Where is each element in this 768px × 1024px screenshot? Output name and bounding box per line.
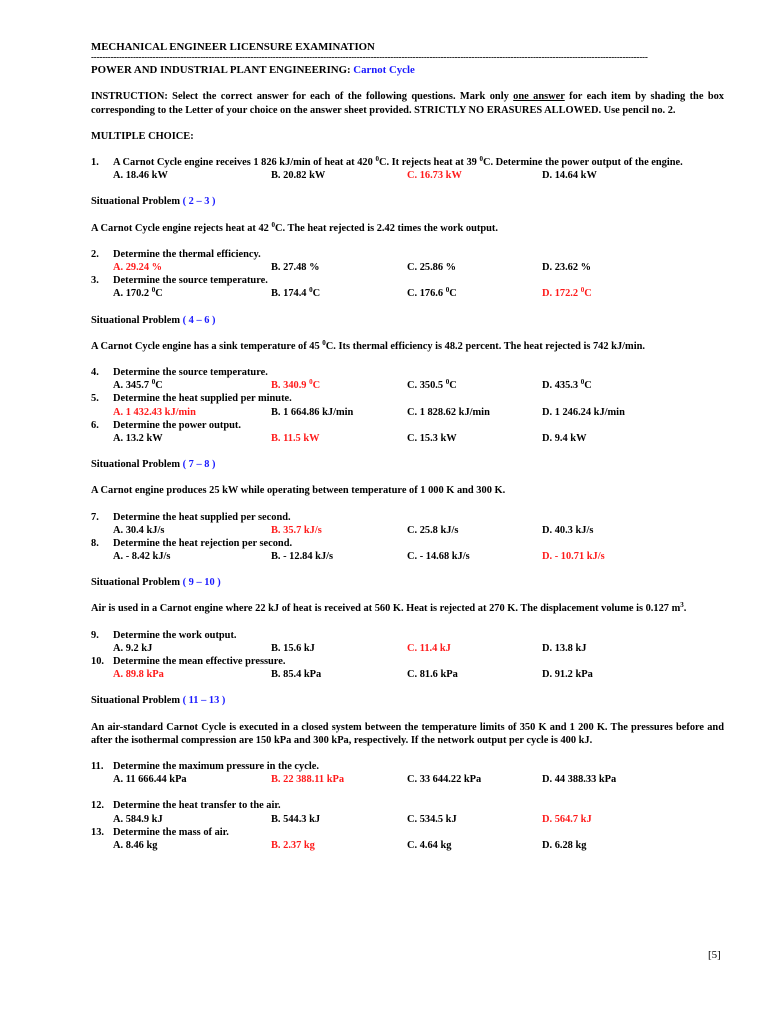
option-b: B. 1 664.86 kJ/min <box>271 406 354 418</box>
situational-problem-heading: Situational Problem ( 2 – 3 ) <box>91 196 216 208</box>
situational-stem: Air is used in a Carnot engine where 22 kJ of heat is received at 560 K. Heat is rejected at 270 K. The displacement volume is 0.127 $m^3$. <box>91 601 687 615</box>
option-b: B. 15.6 kJ <box>271 642 315 654</box>
question-12: 12. Determine the heat transfer to the air. <box>91 800 281 812</box>
option-c: C. 176.6 $^0$C <box>407 286 457 300</box>
situational-stem: A Carnot Cycle engine rejects heat at 42 $^0$C. The heat rejected is 2.42 times the work output. <box>91 220 498 234</box>
options-row-9 <box>91 642 724 655</box>
option-b-answer: B. 22 388.11 kPa <box>271 774 345 786</box>
option-b: B. 544.3 kJ <box>271 813 321 825</box>
situational-problem-heading: Situational Problem ( 11 – 13 ) <box>91 695 226 707</box>
option-d-answer: D. - 10.71 kJ/s <box>542 551 605 563</box>
options-row-7 <box>91 524 724 537</box>
subject-prefix: POWER AND INDUSTRIAL PLANT ENGINEERING: <box>91 64 351 77</box>
options-row-13 <box>91 839 724 852</box>
option-c: C. 534.5 kJ <box>407 813 457 825</box>
option-a-answer: A. 1 432.43 kJ/min <box>113 406 196 418</box>
option-c: C. 350.5 $^0$C <box>407 378 457 392</box>
subject-topic: Carnot Cycle <box>353 64 415 77</box>
instruction-paragraph <box>91 90 724 116</box>
situational-stem: A Carnot Cycle engine has a sink temperature of 45 $^0$C. Its thermal efficiency is 48.2 percent. The heat rejected is 742 kJ/min. <box>91 338 645 352</box>
option-b: B. 85.4 kPa <box>271 669 322 681</box>
options-row-12 <box>91 813 724 826</box>
question-7: 7. Determine the heat supplied per second. <box>91 511 291 523</box>
divider-line: ------------------------------------------------------------------------------------------------------------------------------------------------------------------------------------------------------- <box>91 54 648 62</box>
option-b-answer: B. 11.5 kW <box>271 432 320 444</box>
question-1 <box>91 156 724 169</box>
options-row-5 <box>91 406 724 419</box>
option-d: D. 23.62 % <box>542 262 592 273</box>
option-c: C. - 14.68 kJ/s <box>407 551 470 563</box>
situational-stem: An air-standard Carnot Cycle is executed in a closed system between the temperature limits of 350 K and 1 200 K. The pressures before and after the isothermal compression are 150 kPa and 300 kPa, respectively. If the network output per cycle is 400 kJ. <box>91 721 724 746</box>
subject-heading <box>91 64 724 77</box>
option-d-answer: D. 564.7 kJ <box>542 813 592 825</box>
option-a: A. - 8.42 kJ/s <box>113 551 171 563</box>
option-b-answer: B. 340.9 $^0$C <box>271 378 321 392</box>
option-d: D. 435.3 $^0$C <box>542 378 592 392</box>
option-d: D. 9.4 kW <box>542 432 587 444</box>
option-a: A. 11 666.44 kPa <box>113 774 187 786</box>
option-a: A. 8.46 kg <box>113 839 158 851</box>
question-2: 2. Determine the thermal efficiency. <box>91 248 261 260</box>
option-d-answer: D. 172.2 $^0$C <box>542 286 592 300</box>
exam-title: MECHANICAL ENGINEER LICENSURE EXAMINATION <box>91 41 375 53</box>
option-c: C. 15.3 kW <box>407 432 457 444</box>
question-4: 4. Determine the source temperature. <box>91 366 268 378</box>
option-c: C. 4.64 kg <box>407 839 452 851</box>
options-row-1 <box>91 169 724 182</box>
option-d: D. 14.64 kW <box>542 170 597 182</box>
question-8: 8. Determine the heat rejection per second. <box>91 537 293 549</box>
option-a: A. 13.2 kW <box>113 432 163 444</box>
option-a: A. 170.2 $^0$C <box>113 286 163 300</box>
options-row-10 <box>91 668 724 681</box>
options-row-6 <box>91 432 724 445</box>
question-text: A Carnot Cycle engine receives 1 826 kJ/min of heat at 420 $^0$C. It rejects heat at 39 $^0$C. Determine the power output of the engine. <box>113 155 683 169</box>
option-c: C. 25.8 kJ/s <box>407 524 459 536</box>
situational-problem-heading: Situational Problem ( 9 – 10 ) <box>91 577 221 589</box>
option-c: C. 81.6 kPa <box>407 669 458 681</box>
option-d: D. 13.8 kJ <box>542 642 587 654</box>
options-row-2 <box>91 261 724 274</box>
option-a: A. 30.4 kJ/s <box>113 524 165 536</box>
option-a: A. 18.46 kW <box>113 170 168 182</box>
option-a: A. 345.7 $^0$C <box>113 378 163 392</box>
option-d: D. 6.28 kg <box>542 839 587 851</box>
option-c: C. 1 828.62 kJ/min <box>407 406 490 418</box>
instruction-rest: for each item by shading the box corresponding to the Letter of your choice on the answer sheet provided. STRICTLY NO ERASURES ALLOWED. Use pencil no. 2. <box>91 91 724 116</box>
option-a-answer: A. 89.8 kPa <box>113 669 164 681</box>
situational-stem: A Carnot engine produces 25 kW while operating between temperature of 1 000 K and 300 K. <box>91 485 506 497</box>
question-3: 3. Determine the source temperature. <box>91 275 268 287</box>
exam-page <box>91 41 724 852</box>
question-number: 1. <box>91 157 99 169</box>
option-b-answer: B. 2.37 kg <box>271 839 315 851</box>
option-c: C. 33 644.22 kPa <box>407 774 482 786</box>
option-b: B. 174.4 $^0$C <box>271 286 321 300</box>
situational-problem-heading: Situational Problem ( 7 – 8 ) <box>91 459 216 471</box>
option-b: B. 20.82 kW <box>271 170 326 182</box>
option-d: D. 40.3 kJ/s <box>542 524 594 536</box>
option-c-answer: C. 11.4 kJ <box>407 642 451 654</box>
situational-problem-heading: Situational Problem ( 4 – 6 ) <box>91 314 216 326</box>
question-13: 13. Determine the mass of air. <box>91 826 229 838</box>
option-b: B. - 12.84 kJ/s <box>271 551 334 563</box>
option-c: C. 25.86 % <box>407 262 457 273</box>
option-c-answer: C. 16.73 kW <box>407 170 462 182</box>
option-b: B. 27.48 % <box>271 262 320 273</box>
option-a-answer: A. 29.24 % <box>113 262 163 273</box>
section-heading: MULTIPLE CHOICE: <box>91 130 194 142</box>
options-row-8 <box>91 550 724 563</box>
option-d: D. 1 246.24 kJ/min <box>542 406 625 418</box>
options-row-3 <box>91 287 724 300</box>
question-11: 11. Determine the maximum pressure in the cycle. <box>91 761 319 773</box>
question-9: 9. Determine the work output. <box>91 629 237 641</box>
instruction-underlined: one answer <box>513 91 565 103</box>
option-a: A. 9.2 kJ <box>113 642 153 654</box>
question-5: 5. Determine the heat supplied per minute. <box>91 393 292 405</box>
page-number: [5] <box>708 949 721 961</box>
option-a: A. 584.9 kJ <box>113 813 163 825</box>
instruction-lead: INSTRUCTION: Select the correct answer for each of the following questions. Mark only <box>91 91 514 103</box>
options-row-4 <box>91 379 724 392</box>
option-b-answer: B. 35.7 kJ/s <box>271 524 322 536</box>
question-6: 6. Determine the power output. <box>91 419 241 431</box>
question-10: 10. Determine the mean effective pressure. <box>91 656 286 668</box>
option-d: D. 91.2 kPa <box>542 669 593 681</box>
options-row-11 <box>91 773 724 786</box>
option-d: D. 44 388.33 kPa <box>542 774 617 786</box>
